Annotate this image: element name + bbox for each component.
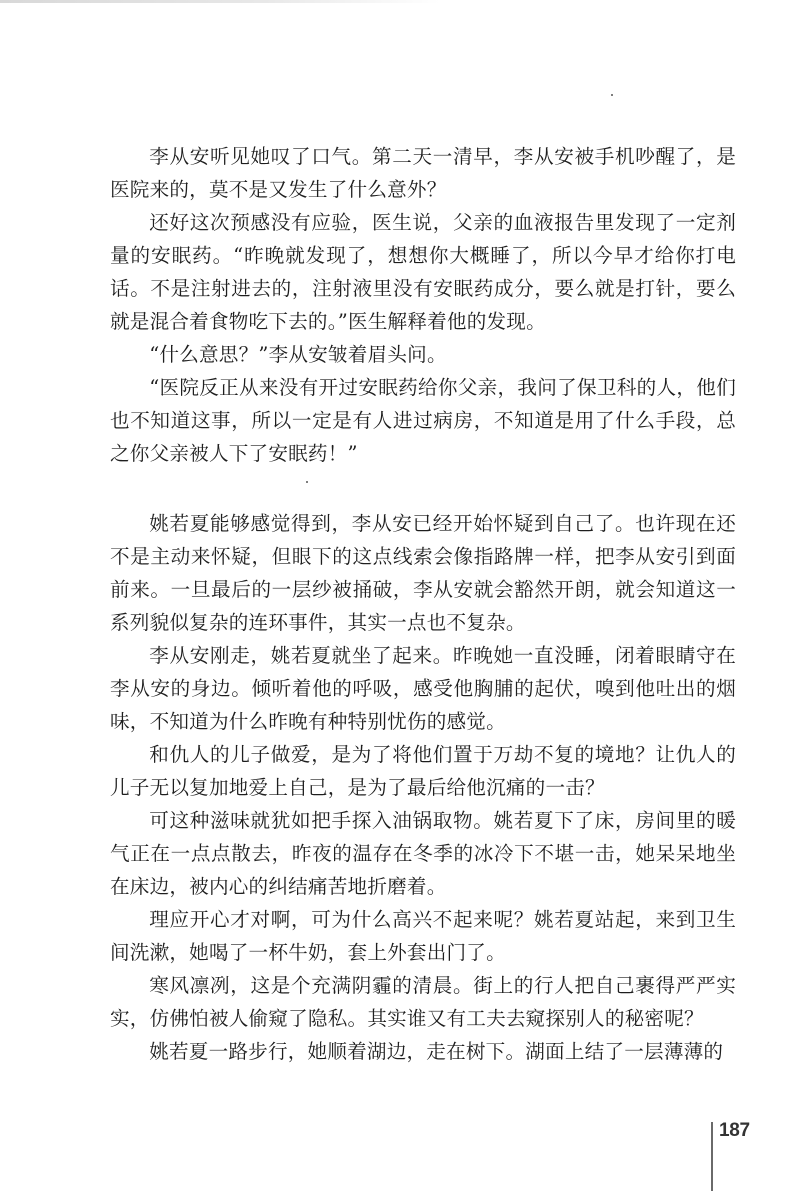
text-section-2: [110, 507, 736, 1068]
scan-speck: [611, 94, 613, 96]
page-number: 187: [719, 1120, 750, 1141]
page-number-rule: [711, 1122, 713, 1191]
text-section-1: [110, 140, 736, 470]
paragraph: “什么意思？”李从安皱着眉头问。: [149, 343, 447, 366]
paragraph: 姚若夏能够感觉得到，李从安已经开始怀疑到自己了。也许现在还不是主动来怀疑，但眼下的这点线索会像指路牌一样，把李从安引到面前来。一旦最后的一层纱被捅破，李从安就会豁然开朗，就会知道这一系列貌似复杂的连环事件，其实一点也不复杂。: [110, 512, 736, 634]
paragraph: 可这种滋味就犹如把手探入油锅取物。姚若夏下了床，房间里的暖气正在一点点散去，昨夜的温存在冬季的冰冷下不堪一击，她呆呆地坐在床边，被内心的纠结痛苦地折磨着。: [110, 809, 736, 898]
paragraph: 还好这次预感没有应验，医生说，父亲的血液报告里发现了一定剂量的安眠药。“昨晚就发现了，想想你大概睡了，所以今早才给你打电话。不是注射进去的，注射液里没有安眠药成分，要么就是打针，要么就是混合着食物吃下去的。”医生解释着他的发现。: [110, 211, 736, 333]
scan-top-edge: [0, 0, 440, 3]
paragraph: 理应开心才对啊，可为什么高兴不起来呢？姚若夏站起，来到卫生间洗漱，她喝了一杯牛奶，套上外套出门了。: [110, 908, 736, 964]
paragraph: 姚若夏一路步行，她顺着湖边，走在树下。湖面上结了一层薄薄的: [149, 1040, 724, 1063]
scan-speck: [306, 481, 308, 483]
paragraph: 和仇人的儿子做爱，是为了将他们置于万劫不复的境地？让仇人的儿子无以复加地爱上自己，是为了最后给他沉痛的一击？: [110, 743, 736, 799]
paragraph: “医院反正从来没有开过安眠药给你父亲，我问了保卫科的人，他们也不知道这事，所以一定是有人进过病房，不知道是用了什么手段，总之你父亲被人下了安眠药！”: [110, 376, 736, 465]
paragraph: 李从安听见她叹了口气。第二天一清早，李从安被手机吵醒了，是医院来的，莫不是又发生了什么意外？: [110, 145, 736, 201]
paragraph: 寒风凛冽，这是个充满阴霾的清晨。街上的行人把自己裹得严严实实，仿佛怕被人偷窥了隐私。其实谁又有工夫去窥探别人的秘密呢？: [110, 974, 736, 1030]
paragraph: 李从安刚走，姚若夏就坐了起来。昨晚她一直没睡，闭着眼睛守在李从安的身边。倾听着他的呼吸，感受他胸脯的起伏，嗅到他吐出的烟味，不知道为什么昨晚有种特别忧伤的感觉。: [110, 644, 736, 733]
